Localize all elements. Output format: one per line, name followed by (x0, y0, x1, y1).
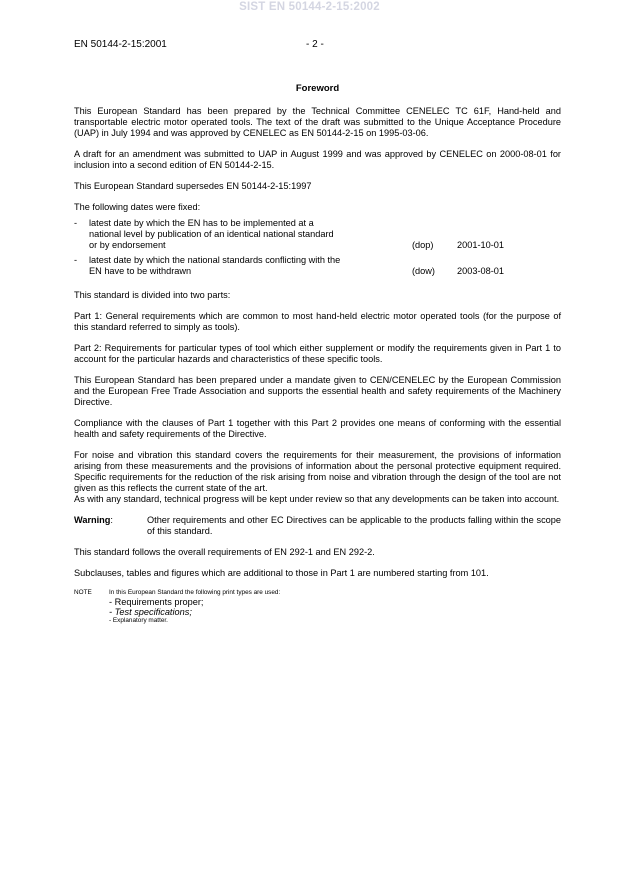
document-body (74, 83, 561, 625)
paragraph-amendment: A draft for an amendment was submitted to UAP in August 1999 and was approved by CENELEC on 2000-08-01 for inclusion into a second edition of EN 50144-2-15. (74, 149, 561, 170)
paragraph-mandate: This European Standard has been prepared under a mandate given to CEN/CENELEC by the European Commission and the European Free Trade Association and supports the essential health and safety requirements of the Machinery Directive. (74, 375, 561, 407)
list-dash: - (74, 218, 78, 228)
date-description: latest date by which the national standards conflicting with the EN have to be withdrawn (89, 255, 341, 276)
note-item-requirements: - Requirements proper; (109, 597, 204, 607)
warning-label: Warning: (74, 515, 113, 525)
date-value: 2001-10-01 (457, 240, 504, 250)
paragraph-en-292: This standard follows the overall requirements of EN 292-1 and EN 292-2. (74, 547, 375, 557)
date-abbreviation: (dow) (412, 266, 435, 276)
paragraph-two-parts: This standard is divided into two parts: (74, 290, 231, 300)
note-block (74, 589, 561, 625)
dates-intro: The following dates were fixed: (74, 202, 201, 212)
page-number: - 2 - (306, 39, 324, 50)
warning-text: Other requirements and other EC Directives can be applicable to the products falling within the scope of this standard. (147, 515, 561, 536)
note-content (109, 589, 561, 625)
warning-block (74, 515, 561, 537)
note-item-explanatory: - Explanatory matter. (109, 617, 168, 624)
section-title: Foreword (295, 83, 340, 94)
paragraph-compliance: Compliance with the clauses of Part 1 together with this Part 2 provides one means of conforming with the essential health and safety requirements of the Directive. (74, 418, 561, 439)
date-abbreviation: (dop) (412, 240, 434, 250)
paragraph-noise-vibration: For noise and vibration this standard covers the requirements for their measurement, the provisions of information arising from these measurements and the provisions of information about the personal protective equipment required. Specific requirements for the reduction of the risk arising from noise and vibration through the design of the tool are not given as this reflects the current state of the art. (74, 450, 561, 493)
date-item-dow (74, 255, 561, 277)
date-item-dop (74, 218, 561, 251)
paragraph-technical-progress: As with any standard, technical progress will be kept under review so that any developments can be taken into account. (74, 494, 560, 504)
paragraph-part-1: Part 1: General requirements which are common to most hand-held electric motor operated tools (for the purpose of this standard referred to simply as tools). (74, 311, 561, 332)
document-id: EN 50144-2-15:2001 (74, 39, 167, 50)
list-dash: - (74, 255, 78, 265)
date-description: latest date by which the EN has to be implemented at a national level by publication of an identical national standard or by endorsement (89, 218, 334, 250)
note-label: NOTE (74, 589, 92, 596)
paragraph-preparation: This European Standard has been prepared by the Technical Committee CENELEC TC 61F, Hand-held and transportable electric motor operated tools. The text of the draft was submitted to the Unique Acceptance Procedure (UAP) in July 1994 and was approved by CENELEC as EN 50144-2-15 on 1995-03-06. (74, 106, 561, 138)
paragraph-part-2: Part 2: Requirements for particular types of tool which either supplement or modify the requirements given in Part 1 to account for the particular hazards and characteristics of these specific tools. (74, 343, 561, 364)
note-item-test-specifications: - Test specifications; (109, 607, 192, 617)
paragraph-numbering: Subclauses, tables and figures which are additional to those in Part 1 are numbered starting from 101. (74, 568, 489, 578)
dates-list (74, 218, 561, 277)
note-intro: In this European Standard the following print types are used: (109, 589, 281, 596)
date-value: 2003-08-01 (457, 266, 504, 276)
watermark: SIST EN 50144-2-15:2002 (239, 1, 380, 13)
paragraph-supersedes: This European Standard supersedes EN 50144-2-15:1997 (74, 181, 312, 191)
